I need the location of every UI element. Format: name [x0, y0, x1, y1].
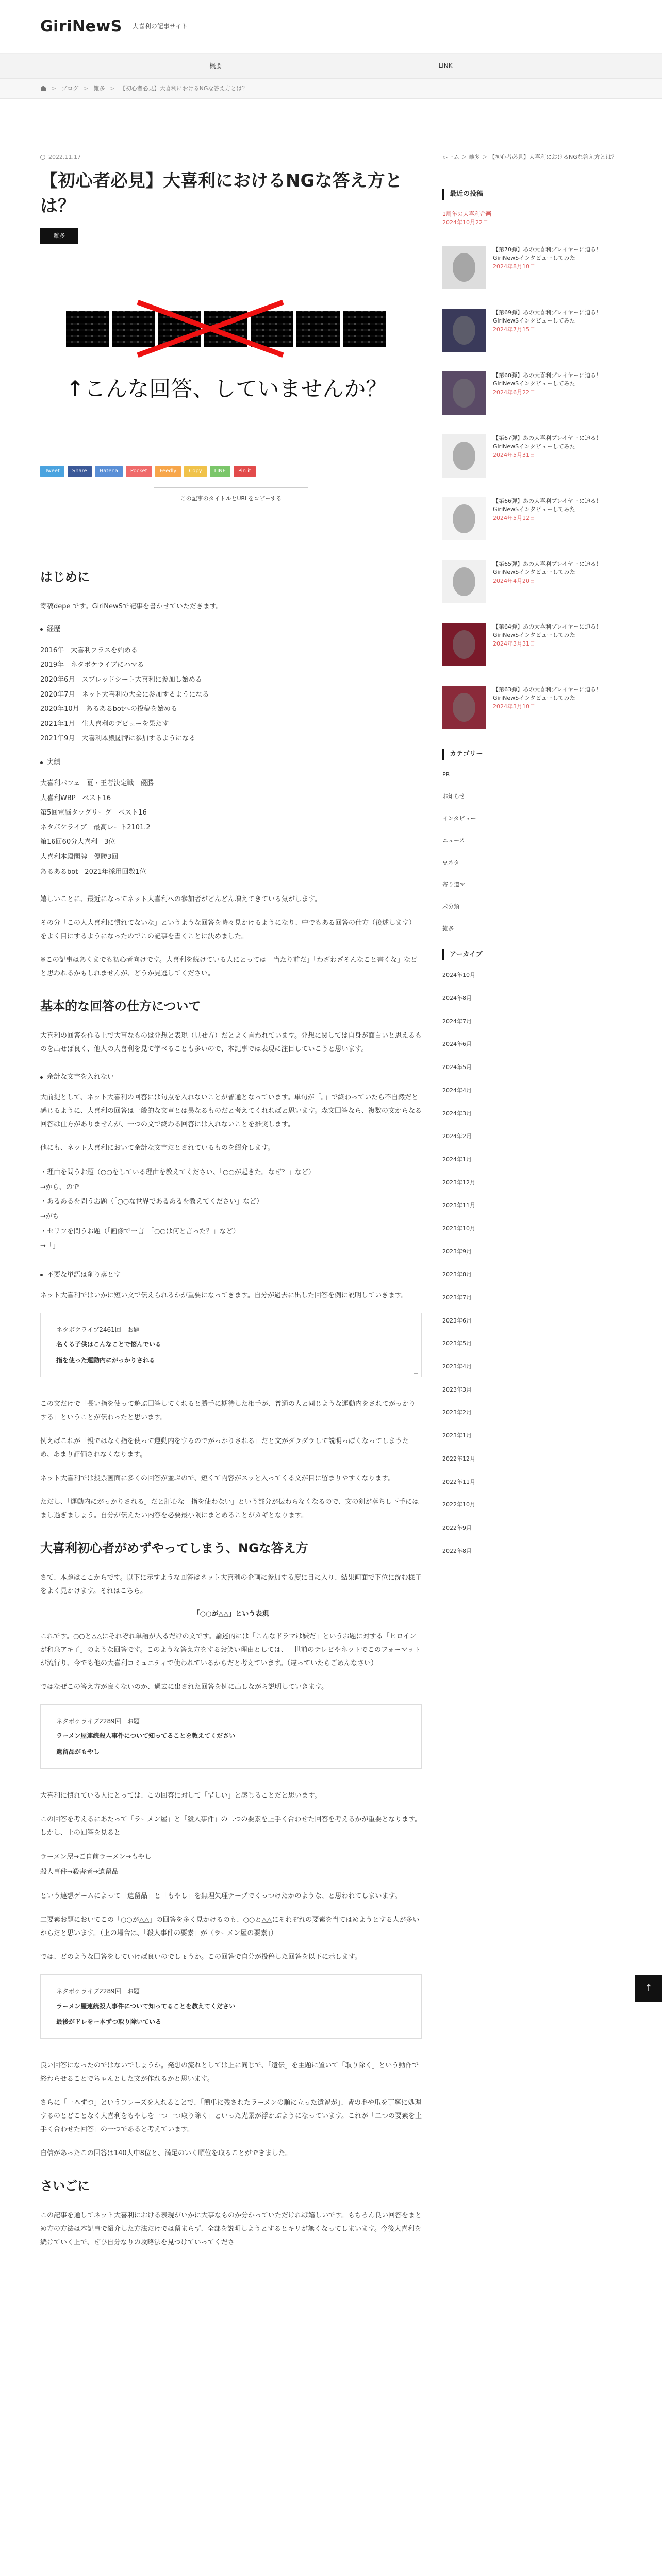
recent-post-title: 【第67弾】あの大喜利プレイヤーに迫る！GiriNewSインタビューしてみた [493, 434, 602, 450]
recent-post-text [493, 246, 622, 272]
example-item: ・理由を問うお題（○○をしている理由を教えてください、「○○が起きた。なぜ？」など） [40, 1168, 315, 1177]
archive-item[interactable]: 2023年11月 [442, 1202, 475, 1209]
recent-post-thumbnail[interactable] [442, 686, 486, 729]
archive-item[interactable]: 2022年9月 [442, 1524, 472, 1531]
recent-post-text [493, 434, 622, 460]
basic-paragraph: ネット大喜利では投票画面に多くの回答が並ぶので、短くて内容がスッと入ってくる文が目に留まりやすくなります。 [40, 1474, 395, 1482]
quote-answer: 遺留品がもやし [56, 1748, 100, 1755]
avatar-icon [453, 316, 475, 345]
archive-item[interactable]: 2023年6月 [442, 1317, 472, 1324]
recent-post-title: 【第63弾】あの大喜利プレイヤーに迫る！GiriNewSインタビューしてみた [493, 686, 602, 702]
article-main [40, 152, 422, 2260]
post-date-text: 2022.11.17 [48, 154, 81, 160]
intro-paragraph: ※この記事はあくまでも初心者向けです。大喜利を続けている人にとっては「当たり前だ」「わざわざそんなこと書くな」などと思われるかもしれませんが、どうか見逃してください。 [40, 956, 418, 978]
result-item: 大喜利パフェ 夏・王者決定戦 優勝 [40, 779, 154, 788]
post-title: 【初心者必見】大喜利におけるNGな答え方とは？ [40, 170, 403, 216]
breadcrumb-separator: > [110, 84, 115, 92]
section-heading-ending: さいごに [40, 2179, 90, 2194]
archive-item[interactable]: 2024年2月 [442, 1133, 472, 1140]
example-item: →「」 [40, 1242, 59, 1250]
basic-paragraph: ただし、「運動内にがっかりされる」だと肝心な「指を使わない」という部分が伝わらなくなるので、文の剣が落ちし下手にはまし過ぎましょう。自分が伝えたい内容を必要最小限にまとめることがカギとなります。 [40, 1498, 419, 1519]
recent-post-item[interactable] [442, 497, 622, 540]
recent-post-title: 【第68弾】あの大喜利プレイヤーに迫る！GiriNewSインタビューしてみた [493, 371, 602, 387]
bullet-icon [40, 628, 43, 631]
recent-post-item[interactable] [442, 623, 622, 666]
category-badge[interactable]: 雑多 [40, 228, 78, 244]
ng-paragraph: という連想ゲームによって「遺留品」と「もやし」を無理矢理テープでくっつけたかのような、と思われてしまいます。 [40, 1892, 402, 1901]
quote-box [40, 1313, 422, 1377]
recent-post-date: 2024年3月31日 [493, 640, 535, 647]
archive-item[interactable]: 2023年2月 [442, 1409, 472, 1416]
quote-answer: 指を使った運動内にがっかりされる [56, 1356, 156, 1364]
example-item: ・セリフを問うお題（「画像で一言」「○○は何と言った？」など） [40, 1227, 240, 1235]
recent-post-item[interactable] [442, 560, 622, 603]
recent-post-thumbnail[interactable] [442, 434, 486, 478]
sidebar-breadcrumb[interactable]: ホーム ＞ 雑多 ＞ 【初心者必見】大喜利におけるNGな答え方とは？ [442, 154, 617, 160]
share-button-line[interactable]: LINE [210, 466, 230, 477]
avatar-icon [453, 379, 475, 408]
avatar-icon [453, 253, 475, 282]
recent-post-item[interactable] [442, 686, 622, 729]
category-item[interactable]: お知らせ [442, 793, 465, 800]
results-label: 実績 [40, 757, 422, 768]
breadcrumb-separator: > [84, 84, 89, 92]
category-item[interactable]: 未分類 [442, 903, 459, 910]
archive-item[interactable]: 2022年11月 [442, 1478, 475, 1485]
recent-post-date: 2024年3月10日 [493, 703, 535, 710]
ng-paragraph: 二要素お題においてこの「○○が△△」の回答を多く見かけるのも、○○と△△にそれぞれの要素を当てはめようとする人が多いからだと思います。（上の場合は、「殺人事件の要素」が（ラーメン屋の要素」） [40, 1916, 420, 1938]
ending-paragraph: この記事を通してネット大喜利における表現がいかに大事なものか分かっていただければ嬉しいです。もちろん良い回答をまとめ方の方法は本記事で紹介した方法だけでは留まらず、全部を説明しようとするとキリが無くなってしまいます。今後大喜利を続けていく上で、ぜひ自分なりの攻略法を見つけていってくださ [40, 2212, 422, 2247]
category-item[interactable]: ニュース [442, 837, 465, 844]
basic-paragraph: 大前提として、ネット大喜利の回答には句点を入れないことが普通となっています。単句が「。」で終わっていたら不自然だと感じるように、大喜利の回答は一般的な文章とは異なるものだと考えてくれればと思います。森文回答なら、複数の文からなる回答は仕方がありませんが、一つの文で終わる回答には入れないことを推奨します。 [40, 1094, 422, 1129]
section-heading-ng: 大喜利初心者がめずやってしまう、NGな答え方 [40, 1540, 308, 1555]
ng-paragraph: 自信があったこの回答は140人中8位と、満足のいく順位を取ることができました。 [40, 2149, 292, 2158]
career-item: 2021年9月 大喜利本殿閣牌に参加するようになる [40, 735, 196, 743]
share-button-share[interactable]: Share [68, 466, 92, 477]
recent-post-date: 2024年6月22日 [493, 388, 535, 396]
copy-label: この記事のタイトルとURLをコピーする [180, 495, 282, 502]
archive-item[interactable]: 2024年6月 [442, 1041, 472, 1048]
recent-post-text [493, 560, 622, 586]
intro-paragraph: その分「この人大喜利に慣れてないな」というような回答を時々見かけるようになり、中でもある回答の仕方（後述します）をよく目にするようになったのでこの記事を書くことに決めました。 [40, 919, 416, 941]
nav-item-link[interactable]: LINK [438, 62, 453, 70]
resize-handle-icon [414, 2031, 418, 2035]
recent-post-title: 【第64弾】あの大喜利プレイヤーに迫る！GiriNewSインタビューしてみた [493, 623, 602, 639]
section-heading-basic: 基本的な回答の仕方について [40, 999, 201, 1014]
breadcrumb-separator: > [52, 84, 57, 92]
category-item[interactable]: 寄り道マ [442, 881, 465, 888]
category-list [442, 770, 622, 934]
archive-item[interactable]: 2023年7月 [442, 1294, 472, 1301]
archive-item[interactable]: 2022年12月 [442, 1455, 475, 1462]
sub-heading: 余計な文字を入れない [40, 1072, 422, 1083]
recent-post-date: 2024年7月15日 [493, 326, 535, 333]
avatar-icon [453, 442, 475, 470]
career-item: 2021年1月 生大喜利のデビューを果たす [40, 720, 169, 728]
share-button-copy[interactable]: Copy [184, 466, 206, 477]
archive-item[interactable]: 2023年8月 [442, 1271, 472, 1278]
recent-post-thumbnail[interactable] [442, 623, 486, 666]
result-item: あるあるbot 2021年採用回数1位 [40, 868, 146, 876]
home-icon[interactable] [40, 86, 46, 91]
share-button-pin-it[interactable]: Pin it [234, 466, 256, 477]
archive-item[interactable]: 2023年10月 [442, 1225, 475, 1232]
ng-paragraph: この回答を考えるにあたって「ラーメン屋」と「殺人事件」の二つの要素を上手く合わせた回答を考えるかが重要となります。しかし、上の回答を見ると [40, 1816, 422, 1837]
recent-post-thumbnail[interactable] [442, 497, 486, 540]
section-heading-intro: はじめに [40, 569, 90, 584]
avatar-icon [453, 504, 475, 533]
quote-head: ネタボケライブ2289回 お題 [56, 1717, 140, 1725]
share-button-pocket[interactable]: Pocket [126, 466, 152, 477]
recent-post-item[interactable] [442, 371, 622, 415]
sidebar [442, 152, 622, 2260]
avatar-icon [453, 693, 475, 722]
quote-topic: 名くる子供はこんなことで悩んでいる [56, 1341, 162, 1348]
recent-post-item[interactable] [442, 434, 622, 478]
recent-post-thumbnail[interactable] [442, 560, 486, 603]
recent-post-date: 2024年4月20日 [493, 577, 535, 584]
archive-item[interactable]: 2024年7月 [442, 1018, 472, 1025]
copy-title-url-button[interactable] [154, 487, 308, 510]
avatar-icon [453, 567, 475, 596]
sub-heading: 不要な単語は削り落とす [40, 1269, 422, 1281]
career-item: 2019年 ネタボケライブにハマる [40, 661, 144, 669]
archive-item[interactable]: 2024年1月 [442, 1156, 472, 1163]
share-buttons [40, 466, 422, 477]
quote-topic: ラーメン屋連続殺人事件について知ってることを教えてください [56, 2002, 236, 2010]
category-item[interactable]: 豆ネタ [442, 859, 459, 866]
recent-post-date: 2024年8月10日 [493, 263, 535, 270]
recent-post-text [493, 623, 622, 649]
breadcrumb-item-blog[interactable]: ブログ [61, 84, 79, 92]
ng-paragraph: 良い回答になったのではないでしょうか。発想の流れとしては上に同じで、「遺伝」を主題に置いて「取り除く」という動作で終わらせることでちゃんとした文が作れるかと思います。 [40, 2062, 419, 2083]
result-item: ネタボケライブ 最高レート2101.2 [40, 823, 151, 832]
basic-paragraph: 他にも、ネット大喜利において余計な文字だとされているものを紹介します。 [40, 1144, 274, 1153]
avatar-icon [453, 630, 475, 659]
basic-paragraph: この文だけで「長い指を使って遊ぶ回答してくれると勝手に期待した相手が、普通の人と同じような運動内をされてがっかりする」ということが伝わったと思います。 [40, 1400, 416, 1421]
archive-item[interactable]: 2024年10月 [442, 972, 475, 979]
breadcrumb-item-category[interactable]: 雑多 [93, 84, 105, 92]
archive-heading: アーカイブ [442, 949, 622, 960]
archive-item[interactable]: 2023年9月 [442, 1248, 472, 1255]
nav-item-about[interactable]: 概要 [209, 62, 222, 70]
recent-post-date: 2024年10月22日 [442, 219, 488, 226]
category-item[interactable]: PR [442, 771, 450, 778]
ng-paragraph: さらに「一本ずつ」というフレーズを入れることで、「簡単に残されたラーメンの順に立った遺留が」、皆の毛や爪を丁寧に処理するのとどことなく大喜利をもやしを一つ一つ取り除く」といった光景が浮かぶようになっています。これが「二つの要素を上手く合わせた回答」の一つであると考えています。 [40, 2099, 422, 2134]
recent-post-date: 2024年5月31日 [493, 451, 535, 459]
result-item: 大喜利WBP ベスト16 [40, 794, 111, 802]
recent-post-date: 2024年5月12日 [493, 514, 535, 521]
arrow-up-icon: ↑ [644, 1982, 653, 1993]
chain-item: ラーメン屋→ご自前ラーメン→もやし [40, 1853, 152, 1861]
breadcrumb [0, 78, 662, 99]
career-item: 2020年10月 あるあるbotへの投稿を始める [40, 705, 177, 714]
career-item: 2016年 大喜利プラスを始める [40, 646, 138, 654]
example-item: ・あるあるを問うお題（「○○な世界であるあるを教えてください」など） [40, 1198, 263, 1206]
chain-list [40, 1850, 422, 1879]
breadcrumb-item-current: 【初心者必見】大喜利におけるNGな答え方とは？ [120, 84, 248, 92]
archive-item[interactable]: 2022年8月 [442, 1547, 472, 1554]
example-item: →がち [40, 1212, 59, 1221]
example-list [40, 1165, 422, 1254]
ng-paragraph: ではなぜこの答え方が良くないのか、過去に出された回答を例に出しながら説明していきます。 [40, 1683, 328, 1691]
archive-list [442, 971, 622, 1556]
career-label: 経歴 [40, 624, 422, 635]
archive-item[interactable]: 2023年4月 [442, 1363, 472, 1370]
quote-box [40, 1704, 422, 1769]
global-nav [0, 54, 662, 78]
recent-post-item[interactable] [442, 309, 622, 352]
example-item: →から、ので [40, 1183, 79, 1191]
recent-post-thumbnail[interactable] [442, 371, 486, 415]
site-header [0, 0, 662, 54]
recent-post-title: 【第66弾】あの大喜利プレイヤーに迫る！GiriNewSインタビューしてみた [493, 497, 602, 513]
recent-post-item[interactable] [442, 246, 622, 289]
resize-handle-icon [414, 1369, 418, 1374]
clock-icon [40, 155, 45, 160]
career-item: 2020年6月 スプレッドシート大喜利に参加し始める [40, 676, 202, 684]
quote-head: ネタボケライブ2461回 お題 [56, 1326, 140, 1333]
post-date [40, 152, 422, 162]
categories-heading: カテゴリー [442, 749, 622, 760]
quote-head: ネタボケライブ2289回 お題 [56, 1988, 140, 1995]
chain-item: 殺人事件→殺害者→遺留品 [40, 1868, 119, 1876]
recent-post-text [493, 686, 622, 711]
intro-paragraph: 嬉しいことに、最近になってネット大喜利への参加者がどんどん増えてきている気がします。 [40, 895, 321, 904]
recent-post-title: 【第65弾】あの大喜利プレイヤーに迫る！GiriNewSインタビューしてみた [493, 560, 602, 576]
recent-post-title: 【第70弾】あの大喜利プレイヤーに迫る！GiriNewSインタビューしてみた [493, 246, 602, 262]
site-title[interactable]: GiriNewS [40, 18, 122, 36]
archive-item[interactable]: 2023年3月 [442, 1386, 472, 1393]
result-item: 第5回電脳タッグリーグ ベスト16 [40, 809, 147, 817]
recent-post-title: 1周年の大喜利企画 [442, 210, 491, 217]
scroll-to-top-button[interactable] [635, 1975, 662, 2002]
archive-item[interactable]: 2024年4月 [442, 1087, 472, 1094]
ng-paragraph: さて、本題はここからです。以下に示すような回答はネット大喜利の企画に参加する度に目に入り、結果画面で下位に沈む様子をよく見かけます。それはこちら。 [40, 1573, 422, 1595]
bullet-icon [40, 1274, 43, 1276]
category-item[interactable]: インタビュー [442, 815, 476, 822]
site-tagline: 大喜利の記事サイト [132, 23, 188, 30]
ng-paragraph: これです。○○と△△にそれぞれ単語が入るだけの文です。論述的には「こんなドラマは嫌だ」というお題に対する「ヒロインが和泉アキ子」のような回答です。このような答え方をするお笑い理由としては、一世前のテレビやネットでこのフォーマットが流行り、今でも他の大喜利コミュニティで使われているからだと考えています。（違っていたらごめんなさい） [40, 1632, 421, 1667]
category-item[interactable]: 雑多 [442, 925, 454, 932]
recent-post-text [493, 309, 622, 334]
eyecatch-image [40, 275, 422, 445]
career-list [40, 643, 422, 747]
intro-lead: 寄稿depe です。GiriNewSで記事を書かせていただきます。 [40, 602, 223, 611]
recent-post-title: 【第69弾】あの大喜利プレイヤーに迫る！GiriNewSインタビューしてみた [493, 309, 602, 325]
quote-box [40, 1974, 422, 2039]
eyecatch-caption: ↑こんな回答、していませんか？ [66, 376, 388, 401]
quote-answer: 最後がドレをー本ずつ取り除いている [56, 2018, 162, 2026]
bullet-icon [40, 761, 43, 764]
basic-paragraph: ネット大喜利ではいかに短い文で伝えられるかが重要になってきます。自分が過去に出した回答を例に説明していきます。 [40, 1291, 408, 1299]
bullet-icon [40, 1076, 43, 1079]
recent-post-thumbnail[interactable] [442, 309, 486, 352]
recent-post-text [493, 371, 622, 397]
result-item: 第16回60分大喜利 3位 [40, 838, 115, 846]
ng-paragraph: では、どのような回答をしていけば良いのでしょうか。この回答で自分が投稿した回答を以下に示します。 [40, 1953, 361, 1961]
share-button-hatena[interactable]: Hatena [95, 466, 123, 477]
career-item: 2020年7月 ネット大喜利の大会に参加するようになる [40, 690, 209, 699]
results-list [40, 776, 422, 879]
archive-item[interactable]: 2023年12月 [442, 1179, 475, 1186]
center-heading: 「○○が△△」という表現 [193, 1609, 269, 1618]
archive-item[interactable]: 2023年5月 [442, 1340, 472, 1347]
red-cross-mark [138, 298, 283, 360]
share-button-tweet[interactable]: Tweet [40, 466, 64, 477]
recent-post-thumbnail[interactable] [442, 246, 486, 289]
recent-posts-list [442, 246, 622, 729]
resize-handle-icon [414, 1761, 418, 1765]
archive-item[interactable]: 2023年1月 [442, 1432, 472, 1439]
recent-post-text [493, 497, 622, 523]
archive-item[interactable]: 2024年5月 [442, 1064, 472, 1071]
quote-topic: ラーメン屋連続殺人事件について知ってることを教えてください [56, 1732, 236, 1740]
archive-item[interactable]: 2024年8月 [442, 995, 472, 1002]
share-button-feedly[interactable]: Feedly [155, 466, 181, 477]
basic-paragraph: 例えばこれが「親ではなく指を使って運動内をするのでがっかりされる」だと文がダラダラして説明っぽくなってしまうため、あまり評価されなくなります。 [40, 1437, 409, 1459]
basic-paragraph: 大喜利の回答を作る上で大事なものは発想と表現（見せ方）だとよく言われています。発想に関しては自身が面白いと思えるものを出せば良く、他人の大喜利を見て学べることも多いので、本記事では表現に注目していこうと思います。 [40, 1032, 422, 1054]
recent-posts-heading: 最近の投稿 [442, 189, 622, 200]
recent-post-item[interactable] [442, 210, 622, 227]
archive-item[interactable]: 2022年10月 [442, 1501, 475, 1509]
archive-item[interactable]: 2024年3月 [442, 1110, 472, 1117]
ng-paragraph: 大喜利に慣れている人にとっては、この回答に対して「惜しい」と感じることだと思います。 [40, 1792, 321, 1800]
result-item: 大喜利本殿閣牌 優勝3回 [40, 853, 119, 861]
